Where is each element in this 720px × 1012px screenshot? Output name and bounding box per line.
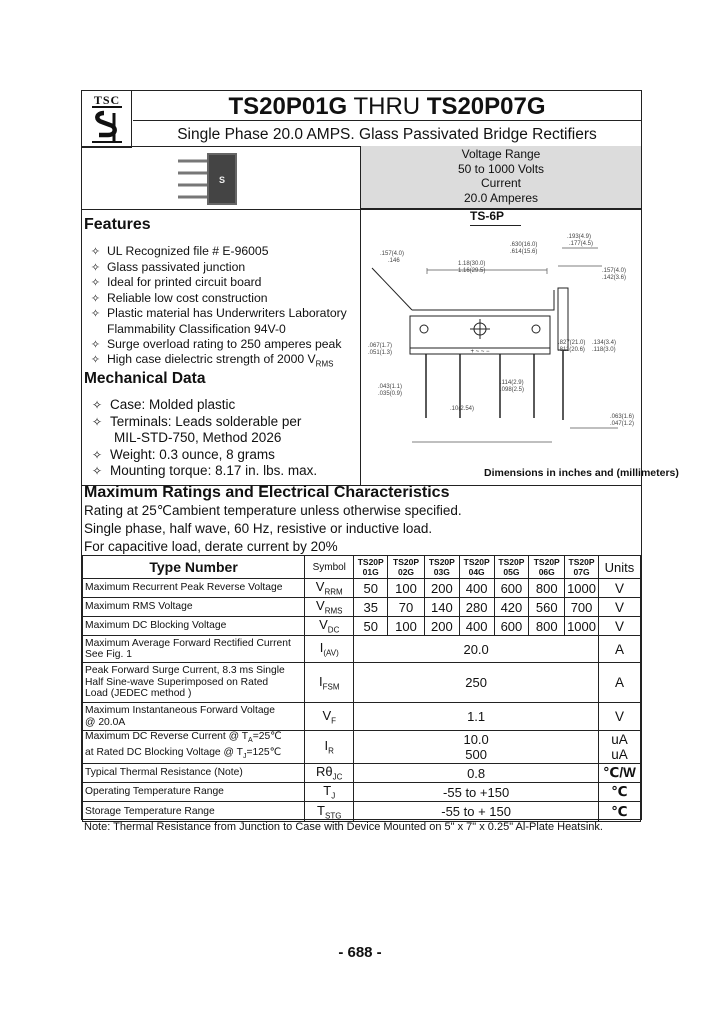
table-row-vf: Maximum Instantaneous Forward Voltage @ 20.0A $V_F$ 1.1 V xyxy=(83,703,641,731)
dim-text: .177(4.5) xyxy=(569,241,594,247)
tsc-logo xyxy=(82,91,132,148)
svg-text:+ ~ ~ −: + ~ ~ − xyxy=(470,349,490,355)
dim-text: .047(1.2) xyxy=(610,421,635,427)
feature-item: ✧ Ideal for printed circuit board xyxy=(90,275,262,290)
part-header: TS20P 01G xyxy=(354,556,388,579)
table-row-tj: Operating Temperature Range $T_J$ -55 to +150 ℃ xyxy=(83,783,641,802)
dimensions-caption: Dimensions in inches and (millimeters) xyxy=(484,467,679,479)
dim-text: .142(3.6) xyxy=(602,275,627,281)
table-row-vdc: Maximum DC Blocking Voltage $V_{DC}$ 50 100 200 400 600 800 1000 V xyxy=(83,617,641,636)
dim-text: .067(1.7) xyxy=(368,343,393,349)
bridge-rectifier-image xyxy=(172,153,247,205)
logo-emblem-icon xyxy=(82,91,132,148)
part-header: TS20P 05G xyxy=(494,556,529,579)
table-row-rth: Typical Thermal Resistance (Note) $R\theta_{JC}$ 0.8 ℃/W xyxy=(83,764,641,783)
column-divider xyxy=(360,209,361,485)
dim-text: .630(16.0) xyxy=(510,242,538,248)
feature-item: ✧ Plastic material has Underwriters Laboratory xyxy=(90,306,347,321)
dim-text: .157(4.0) xyxy=(380,251,405,257)
logo-text: TSC xyxy=(93,93,121,107)
dim-text: .614(15.6) xyxy=(510,249,538,255)
current-label: Current xyxy=(480,176,521,190)
svg-text:S: S xyxy=(218,175,226,185)
part-header: TS20P 04G xyxy=(459,556,494,579)
dim-text: .118(3.0) xyxy=(592,347,616,353)
features-heading: Features xyxy=(84,216,151,233)
package-name: TS-6P xyxy=(470,209,505,223)
feature-item: ✧ Reliable low cost construction xyxy=(90,290,268,305)
dim-text: .051(1.3) xyxy=(368,350,393,356)
ratings-table xyxy=(82,555,641,822)
package-name-underline xyxy=(470,225,521,226)
table-header-row xyxy=(83,556,641,579)
units-header: Units xyxy=(598,556,640,579)
feature-item-continued: Flammability Classification 94V-0 xyxy=(107,321,286,336)
mech-item: ✧ Weight: 0.3 ounce, 8 grams xyxy=(91,446,275,462)
dim-text: .114(2.9) xyxy=(500,380,524,386)
condition-line: Single phase, half wave, 60 Hz, resistive or inductive load. xyxy=(84,521,433,536)
condition-line: Rating at 25℃ambient temperature unless otherwise specified. xyxy=(84,503,462,518)
table-row-ifsm: Peak Forward Surge Current, 8.3 ms Single Half Sine-wave Superimposed on Rated Load (JEDEC method ) $I_{FSM}$ 250 A xyxy=(83,663,641,703)
current-value: 20.0 Amperes xyxy=(463,190,539,205)
package-dimension-drawing xyxy=(362,228,640,464)
mechanical-list xyxy=(84,397,360,480)
feature-item: ✧ UL Recognized file # E-96005 xyxy=(90,244,269,258)
type-number-header: Type Number xyxy=(83,556,305,579)
dim-text: .193(4.9) xyxy=(567,234,592,240)
page-number: - 688 - xyxy=(338,944,382,961)
table-row-ir: Maximum DC Reverse Current @ $T_A=25℃$ at Rated DC Blocking Voltage @ $T_J=125℃$ $I_R$ 10.0 500 uA uA xyxy=(83,731,641,764)
dim-text: 1.18(30.0) xyxy=(458,261,486,267)
feature-item: ✧ Surge overload rating to 250 amperes peak xyxy=(90,336,342,351)
table-row-vrms: Maximum RMS Voltage $V_{RMS}$ 35 70 140 280 420 560 700 V xyxy=(83,598,641,617)
voltage-range-value: 50 to 1000 Volts xyxy=(457,161,545,176)
dim-text: .134(3.4) xyxy=(592,340,617,346)
feature-item: ✧ High case dielectric strength of 2000 $V_{RMS}$ xyxy=(90,352,334,369)
ratings-conditions xyxy=(84,502,462,556)
table-row-tstg: Storage Temperature Range $T_{STG}$ -55 to + 150 ℃ xyxy=(83,802,641,822)
title-part-from: TS20P01G xyxy=(228,93,348,120)
dim-text: .035(0.9) xyxy=(378,391,403,397)
thermal-note: Note: Thermal Resistance from Junction to Case with Device Mounted on 5" x 7" x 0.25" Al-Plate Heatsink. xyxy=(84,821,603,833)
dim-text: .811(20.6) xyxy=(558,347,585,353)
table-row-vrrm: Maximum Recurrent Peak Reverse Voltage $V_{RRM}$ 50 100 200 400 600 800 1000 V xyxy=(83,579,641,598)
dim-text: .157(4.0) xyxy=(602,268,627,274)
dim-text: .063(1.6) xyxy=(610,414,635,420)
dim-text: .827(21.0) xyxy=(558,340,586,346)
mechanical-heading: Mechanical Data xyxy=(84,370,206,387)
voltage-current-box xyxy=(360,146,641,209)
part-header: TS20P 03G xyxy=(424,556,459,579)
dim-text: 1.16(29.5) xyxy=(458,268,486,274)
features-top-divider xyxy=(82,209,641,210)
page-subtitle: Single Phase 20.0 AMPS. Glass Passivated Bridge Rectifiers xyxy=(177,126,597,143)
mech-item-continued: MIL-STD-750, Method 2026 xyxy=(114,430,282,445)
mech-item: ✧ Terminals: Leads solderable per xyxy=(91,413,302,429)
ratings-heading: Maximum Ratings and Electrical Characteristics xyxy=(84,484,450,501)
dim-text: .098(2.5) xyxy=(500,387,525,393)
part-header: TS20P 06G xyxy=(529,556,565,579)
voltage-range-label: Voltage Range xyxy=(461,147,541,161)
title-part-to: TS20P07G xyxy=(426,93,546,120)
table-row-iav: Maximum Average Forward Rectified Current See Fig. 1 $I_{(AV)}$ 20.0 A xyxy=(83,636,641,663)
feature-item: ✧ Glass passivated junction xyxy=(90,259,246,274)
dim-text: .146 xyxy=(388,258,400,264)
symbol-header: Symbol xyxy=(305,556,354,579)
mech-item: ✧ Mounting torque: 8.17 in. lbs. max. xyxy=(91,463,318,478)
mech-item: ✧ Case: Molded plastic xyxy=(91,397,236,412)
page-title xyxy=(133,91,641,123)
title-thru: THRU xyxy=(347,93,427,120)
features-list xyxy=(84,244,360,372)
condition-line: For capacitive load, derate current by 20% xyxy=(84,539,338,554)
dim-text: .043(1.1) xyxy=(378,384,403,390)
part-header: TS20P 02G xyxy=(388,556,425,579)
dim-text: .10(2.54) xyxy=(450,406,475,412)
part-header: TS20P 07G xyxy=(565,556,599,579)
